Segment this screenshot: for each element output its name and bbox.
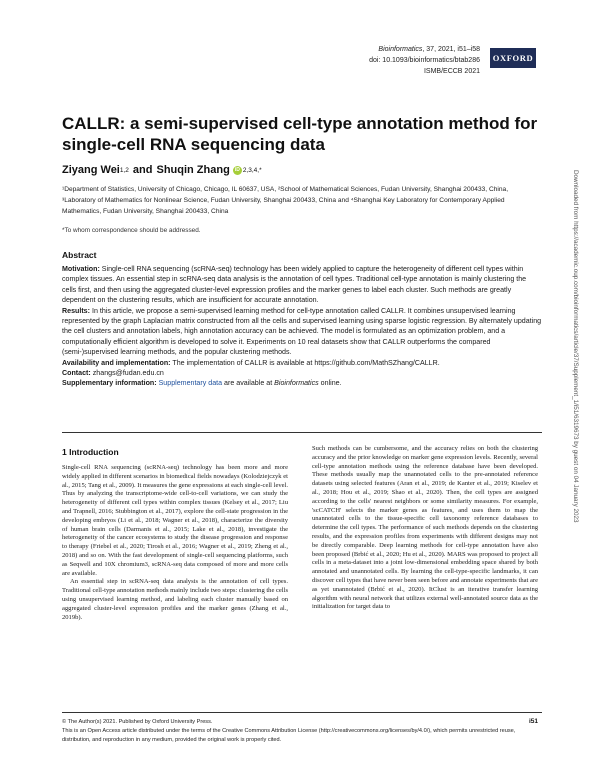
section-heading-introduction: 1 Introduction [62, 447, 119, 457]
download-side-note [570, 170, 580, 590]
motivation-label: Motivation: [62, 265, 100, 273]
page-number: i51 [529, 718, 539, 725]
journal-name: Bioinformatics [378, 46, 423, 53]
motivation-text: Single-cell RNA sequencing (scRNA-seq) technology has been widely applied to capture the heterogeneity of different cell types within complex tissues. An essential step in scRNA-seq data analysis is the annotation of cell types. Traditional cell-type annotation is mainly clustering the cells first, and then using the aggregated cluster-level expression profiles and the marker genes to label each cluster. Such methods are greatly dependent on the clustering results, which are insufficient for accurate annotation. [62, 265, 527, 305]
copyright: © The Author(s) 2021. Published by Oxford University Press. [62, 719, 213, 725]
footer-divider [62, 712, 542, 713]
author-affil-ref: 1,2 [119, 166, 129, 174]
abstract-contact [62, 368, 542, 378]
author-affil-ref: 2,3,4, [242, 166, 260, 174]
intro-paragraph: An essential step in scRNA-seq data analysis is the annotation of cell types. Traditional cell-type annotation methods mainly include two steps: clustering the cells using unsupervised learning method, and labeling each cluster manually based on aggregated cluster-level expression profiles and the marker genes (Zhang et al., 2019b). [62, 578, 288, 621]
download-note-text: Downloaded from https://academic.oup.com/bioinformatics/article/37/Supplement_1/i51/6319673 by guest on 04 January 2023 [572, 170, 579, 523]
abstract-motivation [62, 264, 542, 306]
abstract-results [62, 306, 542, 358]
author-list [62, 164, 262, 176]
conference: ISMB/ECCB 2021 [423, 68, 480, 75]
supp-journal: Bioinformatics [274, 379, 319, 388]
contact-email[interactable]: zhangs@fudan.edu.cn [90, 369, 164, 378]
availability-label: Availability and implementation: [62, 358, 171, 367]
contact-label: Contact: [62, 369, 91, 378]
abstract-availability [62, 358, 542, 368]
supp-label: Supplementary information: [62, 379, 157, 388]
correspondence-note: *To whom correspondence should be addressed. [62, 227, 201, 234]
supp-mid: are available at [222, 379, 275, 388]
volume-info: , 37, 2021, i51–i58 [422, 46, 480, 53]
article-title: CALLR: a semi-supervised cell-type annotation method for single-cell RNA sequencing data [62, 114, 538, 154]
supp-data-link[interactable]: Supplementary data [158, 379, 223, 388]
author-name: Shuqin Zhang [156, 164, 230, 176]
results-text: In this article, we propose a semi-supervised learning method for cell-type annotation called CALLR. It combines unsupervised learning represented by the graph Laplacian matrix constructed from all the cells and supervised learning using sparse logistic regression. By alternately updating the cell clusters and annotation labels, high annotation accuracy can be achieved. The model is formulated as an optimization problem, and a computationally efficient algorithm is developed to solve it. Experiments on 10 real datasets show that CALLR outperforms the compared (semi-)supervised learning methods, and the popular clustering methods. [62, 306, 542, 357]
body-column-right [312, 445, 538, 612]
abstract-supplementary [62, 378, 542, 388]
corresponding-star: * [259, 166, 262, 174]
abstract-body [62, 264, 542, 389]
abstract-divider [62, 432, 542, 433]
supp-end: online. [318, 379, 342, 388]
abstract-heading: Abstract [62, 250, 97, 260]
results-label: Results: [62, 306, 90, 315]
intro-paragraph: Such methods can be cumbersome, and the accuracy relies on both the clustering accuracy and the prior knowledge on marker gene expression levels. Recently, several cell-type annotation methods using the reference database have been developed. These methods usually map the unannotated cells to the pre-annotated reference datasets using selected features (Aran et al., 2019; de Kanter et al., 2019; Kiselev et al., 2018; Hou et al., 2019; Shao et al., 2020). Then, the cell types are assigned according to the cells' nearest neighbors or some similarity measures. For example, 'scCATCH' selects the marker genes as features, and uses them to map the unannotated cells to the tissue-specific cell taxonomy reference databases to determine the cell types. The performance of such methods depends on the clustering results, and the expression profiles from experiments with different designs may not be directly comparable. Deep learning methods for cell-type annotation have also been proposed (Brbić et al., 2020; Hu et al., 2020). MARS was proposed to project all cells in a meta-dataset into a joint low-dimensional embedding space shared by both annotated and unannotated cells. By learning the cell-type-specific landmarks, it can discover cell types that have never been seen before and annotate experiments that are as yet unannotated (Brbić et al., 2020). ItClust is an iterative transfer learning algorithm with neural network that utilizes external well-annotated source data as the initialization for target data to [312, 445, 538, 611]
footer [62, 718, 542, 745]
availability-text: The implementation of CALLR is available at https://github.com/MathSZhang/CALLR. [170, 358, 440, 367]
license-text: This is an Open Access article distributed under the terms of the Creative Commons Attribution License (http://creativecommons.org/licenses/by/4.0/), which permits unrestricted reuse, distribution, and reproduction in any medium, provided the original work is properly cited. [62, 728, 516, 743]
orcid-icon[interactable]: iD [234, 166, 240, 173]
affiliations: ¹Department of Statistics, University of Chicago, Chicago, IL 60637, USA, ²School of Mathematical Sciences, Fudan University, Shanghai 200433, China, ³Laboratory of Mathematics for Nonlinear Science, Fudan University, Shanghai 200433, China and ⁴Shanghai Key Laboratory for Contemporary Applied Mathematics, Fudan University, Shanghai 200433, China [62, 186, 509, 215]
doi[interactable]: doi: 10.1093/bioinformatics/btab286 [369, 57, 480, 64]
body-column-left [62, 464, 288, 622]
author-name: Ziyang Wei [62, 164, 120, 176]
journal-header [369, 44, 480, 77]
oxford-logo: OXFORD [490, 48, 536, 68]
author-conjunction: and [132, 164, 153, 176]
intro-paragraph: Single-cell RNA sequencing (scRNA-seq) technology has been more and more widely applied in different scenarios in biomedical fields nowadays (Kolodziejczyk et al., 2015; Tang et al., 2009). It measures the gene expressions at each single-cell level. Thus by analyzing the transcriptome-wide cell-to-cell variations, we can study the heterogeneity of different cell types within complex tissues (Kelsey et al., 2017; Liu and Trapnell, 2016; Stubbington et al., 2017), explore the cell-state progression in the developing embryos (Li et al., 2018; Wagner et al., 2018), characterize the diversity of human brain cells (Darmanis et al., 2015; Lake et al., 2018), investigate the heterogeneity of the cancer ecosystems to study the disease progression and response to therapy (Friebel et al., 2020; Tirosh et al., 2016; Wagner et al., 2019; Zheng et al., 2018) and so on. With the fast development of single-cell sequencing platforms, such as Seqwell and 10X chromium3, scRNA-seq data composed of more and more cells are available. [62, 464, 288, 577]
